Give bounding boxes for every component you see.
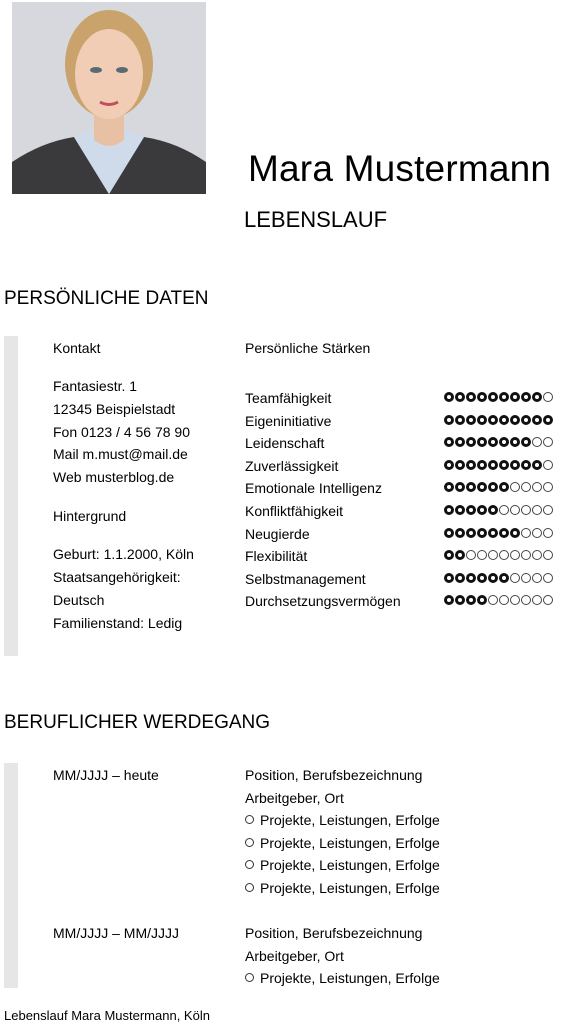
contact-heading: Kontakt [53, 340, 101, 356]
rating-dot-filled [455, 505, 465, 515]
rating-dot-filled [455, 528, 465, 538]
strength-label: Eigeninitiative [245, 412, 332, 429]
rating-dot-empty [543, 550, 553, 560]
job-bullet-text: Projekte, Leistungen, Erfolge [260, 834, 440, 851]
strength-label: Flexibilität [245, 548, 308, 565]
rating-dot-empty [532, 505, 542, 515]
job-position: Position, Berufsbezeichnung [245, 767, 423, 783]
strengths-heading: Persönliche Stärken [245, 340, 371, 356]
rating-dot-filled [488, 437, 498, 447]
strength-rating [444, 482, 553, 492]
job-bullet [245, 812, 440, 828]
rating-dot-filled [510, 528, 520, 538]
bullet-circle-icon [245, 815, 254, 824]
rating-dot-filled [499, 573, 509, 583]
rating-dot-filled [532, 460, 542, 470]
rating-dot-empty [543, 595, 553, 605]
rating-dot-filled [466, 415, 476, 425]
rating-dot-empty [532, 437, 542, 447]
background-heading: Hintergrund [53, 508, 127, 524]
rating-dot-filled [532, 392, 542, 402]
rating-dot-filled [499, 415, 509, 425]
rating-dot-filled [477, 392, 487, 402]
rating-dot-filled [466, 573, 476, 583]
strength-rating [444, 437, 553, 447]
rating-dot-empty [543, 482, 553, 492]
rating-dot-empty [466, 550, 476, 560]
job-bullet-text: Projekte, Leistungen, Erfolge [260, 857, 440, 874]
rating-dot-empty [521, 595, 531, 605]
section-bar [4, 336, 18, 656]
rating-dot-filled [444, 437, 454, 447]
rating-dot-filled [455, 437, 465, 447]
rating-dot-empty [543, 392, 553, 402]
rating-dot-filled [499, 528, 509, 538]
rating-dot-empty [488, 550, 498, 560]
rating-dot-filled [543, 415, 553, 425]
rating-dot-filled [477, 505, 487, 515]
rating-dot-filled [455, 392, 465, 402]
strength-label: Zuverlässigkeit [245, 457, 339, 474]
rating-dot-filled [510, 460, 520, 470]
job-bullet [245, 835, 440, 851]
rating-dot-empty [510, 573, 520, 583]
rating-dot-filled [510, 392, 520, 402]
rating-dot-filled [466, 595, 476, 605]
rating-dot-empty [532, 550, 542, 560]
rating-dot-filled [455, 550, 465, 560]
strength-label: Selbstmanagement [245, 570, 366, 587]
rating-dot-empty [532, 595, 542, 605]
rating-dot-empty [510, 595, 520, 605]
contact-line: Web musterblog.de [53, 469, 175, 485]
rating-dot-filled [466, 528, 476, 538]
rating-dot-filled [477, 437, 487, 447]
document-subtitle: LEBENSLAUF [244, 207, 388, 232]
strength-rating [444, 573, 553, 583]
rating-dot-empty [521, 505, 531, 515]
rating-dot-empty [510, 550, 520, 560]
rating-dot-filled [455, 460, 465, 470]
rating-dot-filled [510, 437, 520, 447]
strength-rating [444, 505, 553, 515]
rating-dot-filled [521, 392, 531, 402]
rating-dot-filled [466, 482, 476, 492]
strength-label: Leidenschaft [245, 435, 325, 452]
job-period: MM/JJJJ – heute [53, 767, 159, 783]
rating-dot-filled [532, 415, 542, 425]
rating-dot-filled [444, 482, 454, 492]
rating-dot-filled [510, 415, 520, 425]
job-employer: Arbeitgeber, Ort [245, 790, 344, 806]
rating-dot-filled [444, 595, 454, 605]
section-heading-personal: PERSÖNLICHE DATEN [4, 288, 209, 309]
rating-dot-filled [466, 505, 476, 515]
rating-dot-filled [488, 573, 498, 583]
job-bullet [245, 857, 440, 873]
rating-dot-filled [455, 595, 465, 605]
job-period: MM/JJJJ – MM/JJJJ [53, 925, 179, 941]
rating-dot-filled [466, 437, 476, 447]
rating-dot-empty [532, 573, 542, 583]
rating-dot-empty [521, 573, 531, 583]
rating-dot-empty [510, 505, 520, 515]
portrait-image [12, 2, 206, 194]
rating-dot-filled [477, 573, 487, 583]
rating-dot-filled [488, 460, 498, 470]
contact-line: 12345 Beispielstadt [53, 401, 176, 417]
section-heading-career: BERUFLICHER WERDEGANG [4, 712, 271, 733]
rating-dot-filled [499, 437, 509, 447]
rating-dot-empty [477, 550, 487, 560]
profile-photo [12, 2, 206, 194]
section-bar [4, 763, 18, 988]
rating-dot-filled [466, 392, 476, 402]
rating-dot-empty [499, 595, 509, 605]
rating-dot-empty [543, 437, 553, 447]
person-name: Mara Mustermann [248, 148, 552, 189]
background-line: Familienstand: Ledig [53, 615, 183, 631]
rating-dot-empty [532, 528, 542, 538]
rating-dot-empty [510, 482, 520, 492]
rating-dot-filled [488, 415, 498, 425]
rating-dot-filled [521, 415, 531, 425]
strength-label: Neugierde [245, 525, 310, 542]
background-line: Geburt: 1.1.2000, Köln [53, 546, 194, 562]
rating-dot-filled [466, 460, 476, 470]
strength-rating [444, 415, 553, 425]
rating-dot-filled [444, 573, 454, 583]
bullet-circle-icon [245, 973, 254, 982]
rating-dot-filled [499, 460, 509, 470]
rating-dot-filled [488, 505, 498, 515]
rating-dot-empty [521, 482, 531, 492]
rating-dot-filled [488, 482, 498, 492]
strength-rating [444, 392, 553, 402]
rating-dot-filled [444, 415, 454, 425]
rating-dot-filled [477, 595, 487, 605]
rating-dot-filled [444, 460, 454, 470]
rating-dot-filled [499, 482, 509, 492]
contact-line: Fantasiestr. 1 [53, 378, 138, 394]
rating-dot-filled [488, 392, 498, 402]
job-position: Position, Berufsbezeichnung [245, 925, 423, 941]
rating-dot-filled [499, 392, 509, 402]
footer-text: Lebenslauf Mara Mustermann, Köln [4, 1008, 210, 1023]
strength-rating [444, 595, 553, 605]
rating-dot-filled [444, 392, 454, 402]
job-bullet [245, 880, 440, 896]
strength-rating [444, 528, 553, 538]
contact-line: Mail m.must@mail.de [53, 446, 188, 462]
strength-label: Emotionale Intelligenz [245, 480, 382, 497]
strength-label: Durchsetzungsvermögen [245, 593, 401, 610]
strength-label: Teamfähigkeit [245, 390, 332, 406]
rating-dot-empty [499, 550, 509, 560]
rating-dot-empty [521, 528, 531, 538]
background-line: Deutsch [53, 592, 105, 608]
rating-dot-empty [532, 482, 542, 492]
rating-dot-filled [455, 415, 465, 425]
rating-dot-filled [521, 437, 531, 447]
strength-label: Konfliktfähigkeit [245, 503, 344, 519]
strength-rating [444, 550, 553, 560]
rating-dot-filled [455, 573, 465, 583]
bullet-circle-icon [245, 883, 254, 892]
strength-rating [444, 460, 553, 470]
rating-dot-filled [521, 460, 531, 470]
rating-dot-filled [444, 550, 454, 560]
job-employer: Arbeitgeber, Ort [245, 948, 344, 964]
job-bullet [245, 970, 440, 986]
rating-dot-filled [477, 528, 487, 538]
rating-dot-empty [543, 528, 553, 538]
rating-dot-filled [488, 528, 498, 538]
rating-dot-filled [444, 528, 454, 538]
rating-dot-filled [477, 482, 487, 492]
background-line: Staatsangehörigkeit: [53, 569, 181, 585]
job-bullet-text: Projekte, Leistungen, Erfolge [260, 812, 440, 828]
rating-dot-filled [455, 482, 465, 492]
rating-dot-filled [477, 460, 487, 470]
rating-dot-empty [543, 573, 553, 583]
contact-line: Fon 0123 / 4 56 78 90 [53, 424, 190, 440]
rating-dot-filled [444, 505, 454, 515]
rating-dot-empty [543, 505, 553, 515]
rating-dot-empty [543, 460, 553, 470]
rating-dot-empty [521, 550, 531, 560]
rating-dot-filled [477, 415, 487, 425]
bullet-circle-icon [245, 860, 254, 869]
rating-dot-empty [488, 595, 498, 605]
job-bullet-text: Projekte, Leistungen, Erfolge [260, 879, 440, 896]
bullet-circle-icon [245, 838, 254, 847]
rating-dot-empty [499, 505, 509, 515]
job-bullet-text: Projekte, Leistungen, Erfolge [260, 970, 440, 986]
